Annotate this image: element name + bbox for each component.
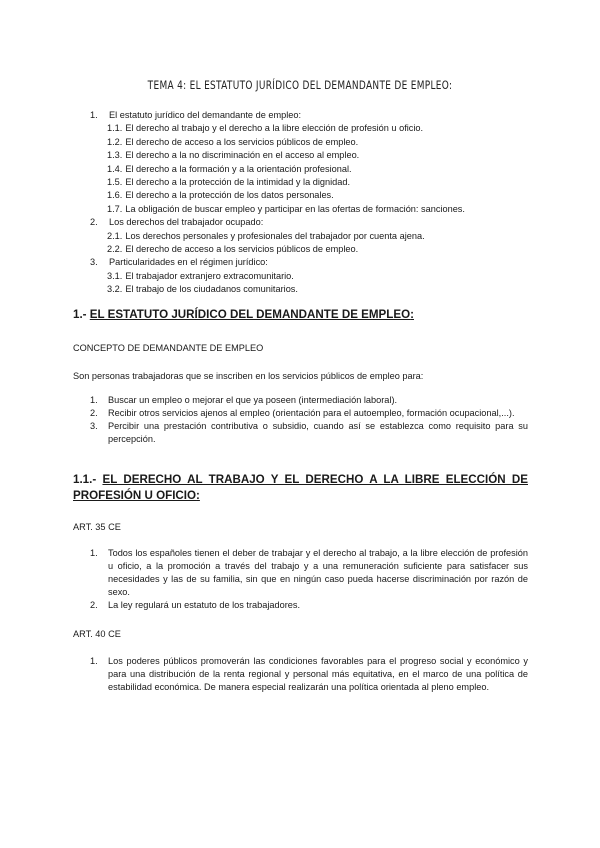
toc-sublabel: El derecho a la protección de los datos personales. [125,190,334,201]
toc-subnumber: 1.2. [107,136,123,147]
section-prefix: 1.1.- [73,473,103,486]
list-number: 1. [90,548,98,558]
section-heading-1-1 [73,472,528,504]
art35-label: ART. 35 CE [73,522,121,532]
toc-subitem [90,283,465,296]
section-heading-text: EL DERECHO AL TRABAJO Y EL DERECHO A LA LIBRE ELECCIÓN DE PROFESIÓN U OFICIO [73,473,528,502]
toc-sublabel: La obligación de buscar empleo y participar en las ofertas de formación: sanciones. [125,203,465,214]
section-prefix: 1.- [73,308,90,321]
list-number: 1. [90,656,98,666]
toc-sublabel: El derecho de acceso a los servicios públicos de empleo. [125,136,359,147]
toc-subnumber: 1.6. [107,190,123,201]
list-text: Todos los españoles tienen el deber de trabajar y el derecho al trabajo, a la libre elección de profesión u oficio, a la promoción a través del trabajo y a una remuneración suficiente para satisfacer sus necesidades y las de su familia, sin que en ningún caso pueda hacerse discriminación por razón de sexo. [108,548,528,597]
toc-number: 1. [90,110,98,120]
document-title: TEMA 4: EL ESTATUTO JURÍDICO DEL DEMANDANTE DE EMPLEO: [147,78,453,92]
toc-subitem [90,149,465,162]
list-item [90,599,528,612]
toc-sublabel: El derecho de acceso a los servicios públicos de empleo. [125,244,359,255]
list-text: La ley regulará un estatuto de los trabajadores. [108,600,301,610]
toc-subnumber: 3.2. [107,284,123,295]
list-item [90,407,528,420]
toc-label: El estatuto jurídico del demandante de empleo: [109,110,302,120]
toc-sublabel: Los derechos personales y profesionales del trabajador por cuenta ajena. [125,230,425,241]
toc-subitem [90,189,465,202]
concept-intro: Son personas trabajadoras que se inscriben en los servicios públicos de empleo para: [73,371,424,381]
toc-sublabel: El trabajo de los ciudadanos comunitarios. [125,284,298,295]
toc-subnumber: 1.1. [107,123,123,134]
section-heading-1 [73,307,533,323]
section-heading-text: EL ESTATUTO JURÍDICO DEL DEMANDANTE DE EMPLEO [89,308,411,321]
list-text: Los poderes públicos promoverán las condiciones favorables para el progreso social y económico y para una distribución de la renta regional y personal más equitativa, en el marco de una política de estabilidad económica. De manera especial realizarán una política orientada al pleno empleo. [108,656,528,692]
toc-subitem [90,136,465,149]
list-text: Recibir otros servicios ajenos al empleo (orientación para el autoempleo, formación ocupacional,...). [108,408,515,418]
toc-label: Particularidades en el régimen jurídico: [109,257,268,268]
toc-subitem [90,163,465,176]
toc-subitem [90,176,465,189]
art40-list [90,655,528,694]
toc-subitem [90,122,465,135]
art40-label: ART. 40 CE [73,629,121,639]
toc-sublabel: El trabajador extranjero extracomunitario. [125,270,294,281]
toc-number: 2. [90,217,98,228]
toc-subnumber: 2.1. [107,230,123,241]
table-of-contents [90,109,465,297]
list-item [90,655,528,694]
concept-label: CONCEPTO DE DEMANDANTE DE EMPLEO [73,343,264,353]
toc-subnumber: 1.3. [107,150,123,161]
list-number: 1. [90,395,98,405]
toc-item [90,109,465,122]
list-item [90,547,528,599]
toc-subnumber: 1.4. [107,163,123,174]
toc-sublabel: El derecho a la protección de la intimidad y la dignidad. [125,177,351,188]
toc-subnumber: 3.1. [107,270,123,281]
section-suffix: : [196,489,200,502]
toc-item [90,256,465,269]
list-text: Buscar un empleo o mejorar el que ya poseen (intermediación laboral). [108,395,398,405]
toc-number: 3. [90,257,98,268]
toc-subitem [90,270,465,283]
toc-sublabel: El derecho a la formación y a la orientación profesional. [125,163,352,174]
section-suffix: : [410,308,414,321]
list-number: 2. [90,600,98,610]
demandante-list [90,394,528,446]
toc-subnumber: 1.5. [107,177,123,188]
list-item [90,420,528,446]
list-number: 2. [90,408,98,418]
toc-item [90,216,465,229]
toc-subitem [90,203,465,216]
toc-subnumber: 2.2. [107,244,123,255]
toc-sublabel: El derecho a la no discriminación en el acceso al empleo. [125,150,360,161]
toc-subitem [90,243,465,256]
toc-subitem [90,230,465,243]
toc-sublabel: El derecho al trabajo y el derecho a la libre elección de profesión u oficio. [125,123,424,134]
list-number: 3. [90,421,98,431]
art35-list [90,547,528,612]
toc-label: Los derechos del trabajador ocupado: [109,217,264,228]
toc-subnumber: 1.7. [107,203,123,214]
list-item [90,394,528,407]
list-text: Percibir una prestación contributiva o subsidio, cuando así se establezca como requisito para su percepción. [108,421,528,444]
